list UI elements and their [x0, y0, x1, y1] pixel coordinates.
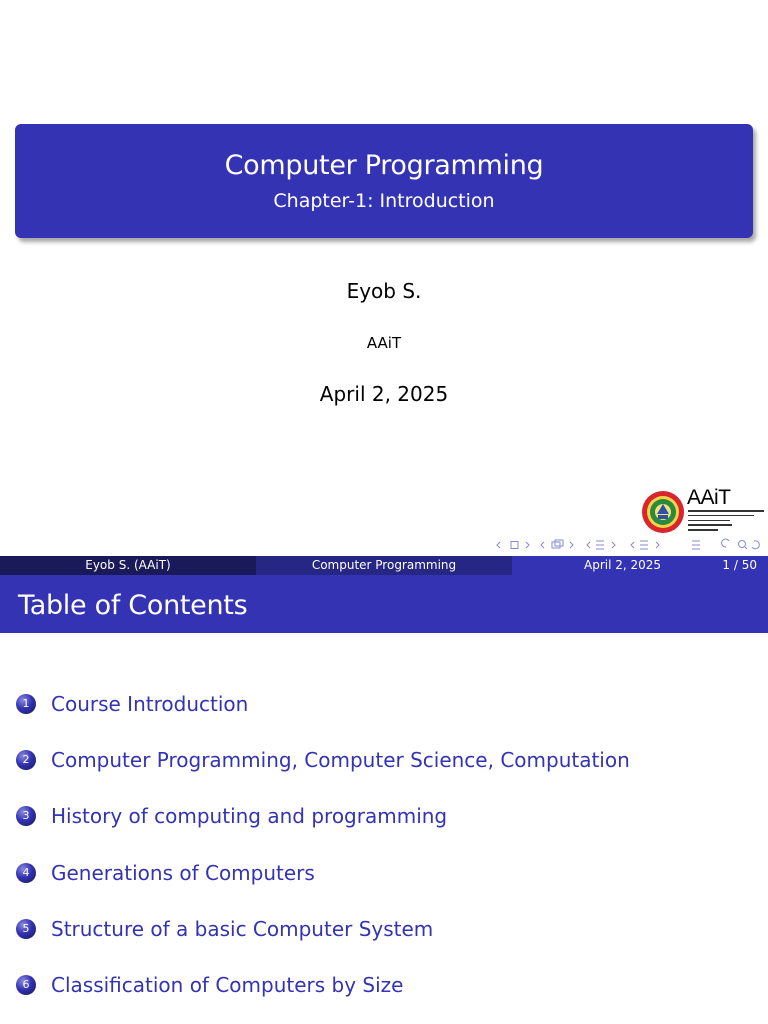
toc-item[interactable]	[16, 973, 403, 997]
item-number-ball: 5	[16, 919, 36, 939]
author-name: Eyob S.	[346, 279, 422, 303]
beamer-navigation-icons[interactable]	[496, 538, 762, 552]
toc-title: Table of Contents	[18, 590, 248, 621]
footer-title: Computer Programming	[256, 556, 512, 575]
toc-item[interactable]	[16, 804, 447, 828]
toc-item[interactable]	[16, 917, 433, 941]
presentation-date: April 2, 2025	[319, 382, 449, 406]
footer-bar	[0, 556, 768, 575]
toc-item-label[interactable]: History of computing and programming	[51, 804, 448, 828]
toc-header	[0, 575, 768, 633]
toc-item[interactable]	[16, 861, 315, 885]
footer-date-page	[512, 556, 768, 575]
item-number-ball: 1	[16, 694, 36, 714]
toc-item-label[interactable]: Classification of Computers by Size	[51, 973, 404, 997]
item-number-ball: 6	[16, 975, 36, 995]
toc-item-label[interactable]: Generations of Computers	[51, 861, 315, 885]
title-block	[15, 124, 753, 238]
aait-logo	[641, 486, 766, 536]
slide-subtitle: Chapter-1: Introduction	[273, 190, 495, 212]
toc-item-label[interactable]: Course Introduction	[51, 692, 249, 716]
institute-name: AAiT	[366, 334, 402, 352]
toc-item-label[interactable]: Computer Programming, Computer Science, Computation	[51, 748, 630, 772]
item-number-ball: 3	[16, 806, 36, 826]
logo-text: AAiT	[687, 486, 731, 509]
toc-item[interactable]	[16, 692, 248, 716]
footer-date: April 2, 2025	[584, 558, 662, 572]
toc-item[interactable]	[16, 748, 630, 772]
toc-item-label[interactable]: Structure of a basic Computer System	[51, 917, 434, 941]
logo-small-print	[688, 510, 764, 534]
slide-title: Computer Programming	[224, 150, 544, 181]
footer-author: Eyob S. (AAiT)	[0, 556, 256, 575]
university-seal-icon	[641, 490, 685, 534]
item-number-ball: 2	[16, 750, 36, 770]
footer-page-number: 1 / 50	[722, 558, 757, 572]
item-number-ball: 4	[16, 863, 36, 883]
